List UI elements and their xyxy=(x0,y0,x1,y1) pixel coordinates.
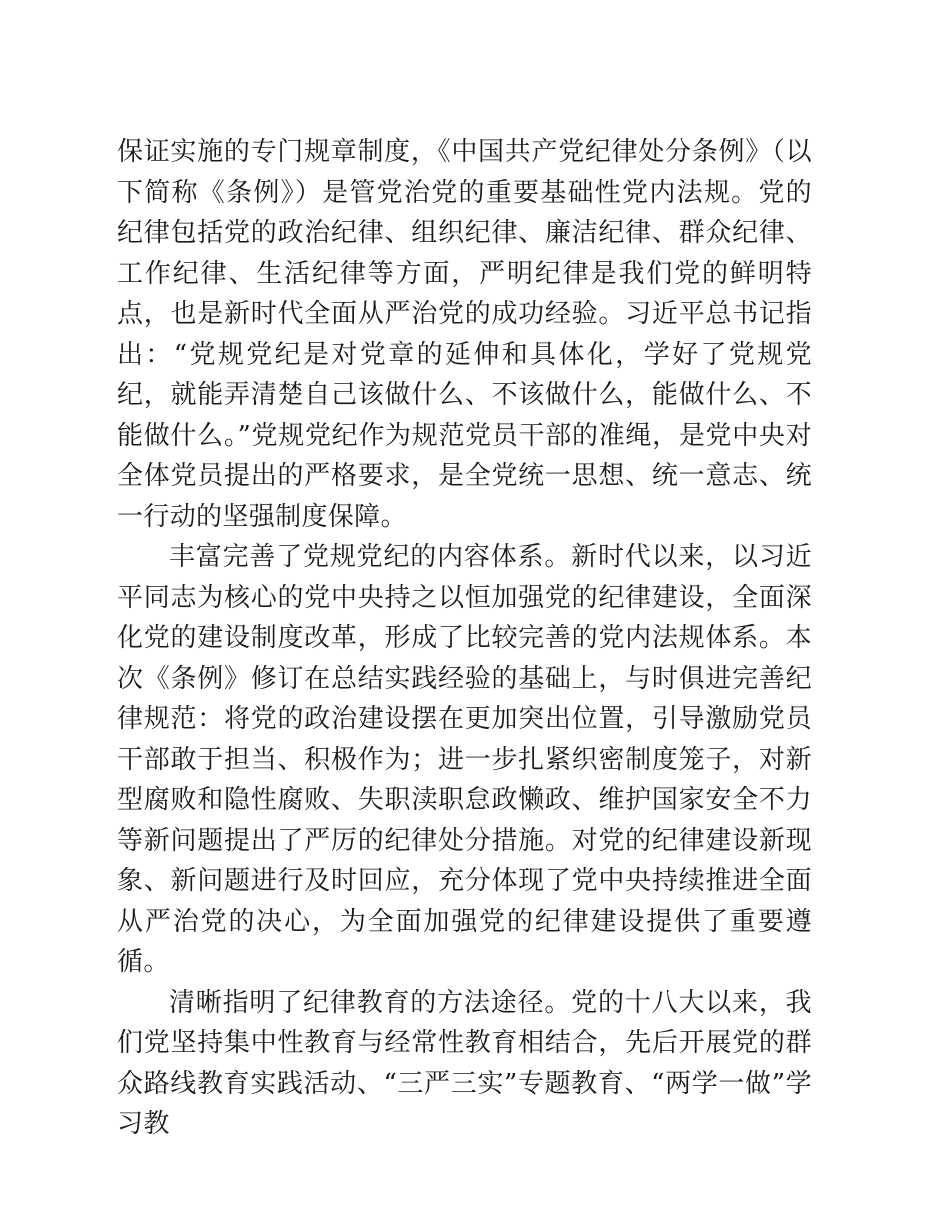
paragraph-education-methods: 清晰指明了纪律教育的方法途径。党的十八大以来，我们党坚持集中性教育与经常性教育相结合，先后开展党的群众路线教育实践活动、“三严三实”专题教育、“两学一做”学习教 xyxy=(117,987,812,1139)
paragraph-content-system: 丰富完善了党规党纪的内容体系。新时代以来，以习近平同志为核心的党中央持之以恒加强党的纪律建设，全面深化党的建设制度改革，形成了比较完善的党内法规体系。本次《条例》修订在总结实践经验的基础上，与时俱进完善纪律规范：将党的政治建设摆在更加突出位置，引导激励党员干部敢于担当、积极作为；进一步扎紧织密制度笼子，对新型腐败和隐性腐败、失职渎职怠政懒政、维护国家安全不力等新问题提出了严厉的纪律处分措施。对党的纪律建设新现象、新问题进行及时回应，充分体现了党中央持续推进全面从严治党的决心，为全面加强党的纪律建设提供了重要遵循。 xyxy=(117,542,812,977)
paragraph-continuation: 保证实施的专门规章制度，《中国共产党纪律处分条例》（以下简称《条例》）是管党治党的重要基础性党内法规。党的纪律包括党的政治纪律、组织纪律、廉洁纪律、群众纪律、工作纪律、生活纪律等方面，严明纪律是我们党的鲜明特点，也是新时代全面从严治党的成功经验。习近平总书记指出：“党规党纪是对党章的延伸和具体化，学好了党规党纪，就能弄清楚自己该做什么、不该做什么，能做什么、不能做什么。”党规党纪作为规范党员干部的准绳，是党中央对全体党员提出的严格要求，是全党统一思想、统一意志、统一行动的坚强制度保障。 xyxy=(117,137,812,532)
